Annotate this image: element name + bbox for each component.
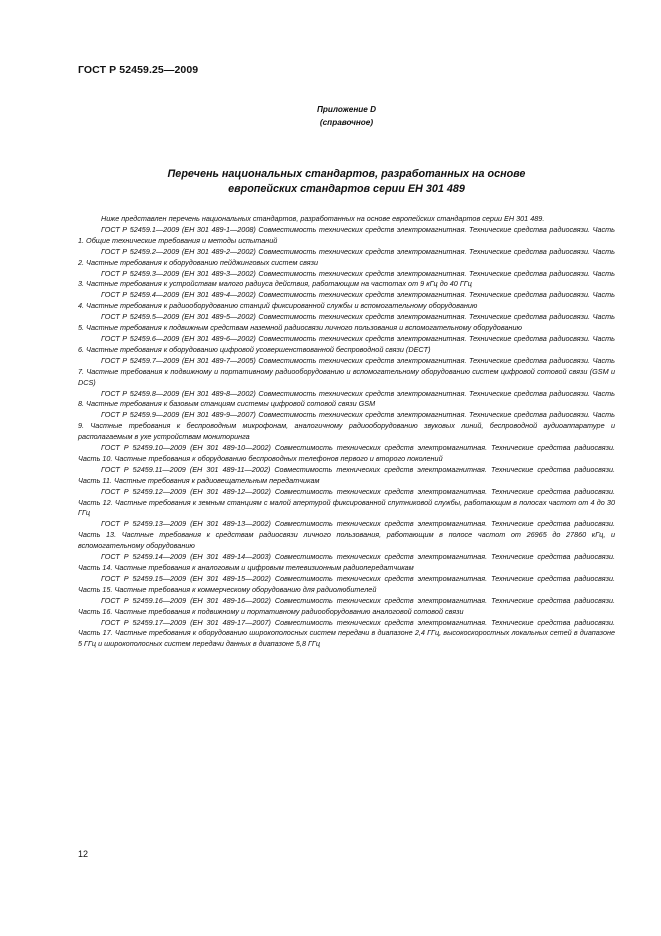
- list-item: ГОСТ Р 52459.14—2009 (ЕН 301 489-14—2003) Совместимость технических средств электромагнитная. Технические средства радиосвязи. Часть 14. Частные требования к аналоговым и цифровым телевизионным радиопередатчикам: [78, 552, 615, 572]
- standard-designation: ГОСТ Р 52459.25—2009: [78, 64, 199, 76]
- intro-paragraph: Ниже представлен перечень национальных стандартов, разработанных на основе европейских стандартов серии ЕН 301 489.: [101, 214, 545, 223]
- list-item: ГОСТ Р 52459.4—2009 (ЕН 301 489-4—2002) Совместимость технических средств электромагнитная. Технические средства радиосвязи. Часть 4. Частные требования к радиооборудованию станций фиксированной службы и вспомогательному оборудованию: [78, 290, 615, 311]
- list-item: ГОСТ Р 52459.3—2009 (ЕН 301 489-3—2002) Совместимость технических средств электромагнитная. Технические средства радиосвязи. Часть 3. Частные требования к устройствам малого радиуса действия, работающим на частотах от 9 кГц до 40 ГГц: [78, 268, 615, 289]
- list-item: ГОСТ Р 52459.12—2009 (ЕН 301 489-12—2002) Совместимость технических средств электромагнитная. Технические средства радиосвязи. Часть 12. Частные требования к земным станциям с малой апертурой фиксированной спутниковой службы, работающим в полосах частот от 4 до 30 ГГц: [78, 486, 615, 518]
- list-item: ГОСТ Р 52459.1—2009 (ЕН 301 489-1—2008) Совместимость технических средств электромагнитная. Технические средства радиосвязи. Часть 1. Общие технические требования и методы испытаний: [78, 224, 615, 245]
- section-title-line-1: Перечень национальных стандартов, разработанных на основе: [167, 168, 526, 180]
- list-item: ГОСТ Р 52459.6—2009 (ЕН 301 489-6—2002) Совместимость технических средств электромагнитная. Технические средства радиосвязи. Часть 6. Частные требования к оборудованию цифровой усовершенствованной беспроводной связи (DECT): [78, 333, 615, 354]
- list-item: ГОСТ Р 52459.16—2009 (ЕН 301 489-16—2002) Совместимость технических средств электромагнитная. Технические средства радиосвязи. Часть 16. Частные требования к подвижному и портативному радиооборудованию аналоговой сотовой связи: [78, 595, 615, 616]
- page-number: 12: [78, 849, 89, 859]
- section-title-line-2: европейских стандартов серии ЕН 301 489: [228, 183, 465, 195]
- appendix-label: Приложение D: [316, 105, 377, 114]
- standards-list: [78, 214, 615, 650]
- list-item: ГОСТ Р 52459.2—2009 (ЕН 301 489-2—2002) Совместимость технических средств электромагнитная. Технические средства радиосвязи. Часть 2. Частные требования к оборудованию пейджинговых систем связи: [78, 246, 615, 267]
- list-item: ГОСТ Р 52459.11—2009 (ЕН 301 489-11—2002) Совместимость технических средств электромагнитная. Технические средства радиосвязи. Часть 11. Частные требования к радиовещательным передатчикам: [78, 464, 615, 485]
- list-item: ГОСТ Р 52459.7—2009 (ЕН 301 489-7—2005) Совместимость технических средств электромагнитная. Технические средства радиосвязи. Часть 7. Частные требования к подвижному и портативному радиооборудованию и вспомогательному оборудованию систем цифровой сотовой связи (GSM и DCS): [78, 355, 615, 387]
- appendix-kind: (справочное): [319, 117, 374, 127]
- list-item: ГОСТ Р 52459.13—2009 (ЕН 301 489-13—2002) Совместимость технических средств электромагнитная. Технические средства радиосвязи. Часть 13. Частные требования к средствам радиосвязи личного пользования, работающим в полосе частот от 26965 до 27860 кГц, и вспомогательному оборудованию: [78, 519, 615, 551]
- list-item: ГОСТ Р 52459.9—2009 (ЕН 301 489-9—2007) Совместимость технических средств электромагнитная. Технические средства радиосвязи. Часть 9. Частные требования к беспроводным микрофонам, аналогичному радиооборудованию звуковых линий, беспроводной аудиоаппаратуре и располагаемым в ухе устройствам мониторинга: [78, 410, 615, 442]
- list-item: ГОСТ Р 52459.17—2009 (ЕН 301 489-17—2007) Совместимость технических средств электромагнитная. Технические средства радиосвязи. Часть 17. Частные требования к оборудованию широкополосных систем передачи в диапазоне 2,4 ГГц, высокоскоростных локальных сетей в диапазоне 5 ГГц и широкополосных систем передачи данных в диапазоне 5,8 ГГц: [78, 617, 615, 649]
- list-item: ГОСТ Р 52459.8—2009 (ЕН 301 489-8—2002) Совместимость технических средств электромагнитная. Технические средства радиосвязи. Часть 8. Частные требования к базовым станциям системы цифровой сотовой связи GSM: [78, 388, 615, 409]
- section-title: [78, 167, 615, 197]
- list-item: ГОСТ Р 52459.5—2009 (ЕН 301 489-5—2002) Совместимость технических средств электромагнитная. Технические средства радиосвязи. Часть 5. Частные требования к подвижным средствам наземной радиосвязи личного пользования и вспомогательному оборудованию: [78, 312, 615, 333]
- list-item: ГОСТ Р 52459.10—2009 (ЕН 301 489-10—2002) Совместимость технических средств электромагнитная. Технические средства радиосвязи. Часть 10. Частные требования к оборудованию беспроводных телефонов первого и второго поколений: [78, 443, 615, 463]
- list-item: ГОСТ Р 52459.15—2009 (ЕН 301 489-15—2002) Совместимость технических средств электромагнитная. Технические средства радиосвязи. Часть 15. Частные требования к коммерческому оборудованию для радиолюбителей: [78, 573, 615, 594]
